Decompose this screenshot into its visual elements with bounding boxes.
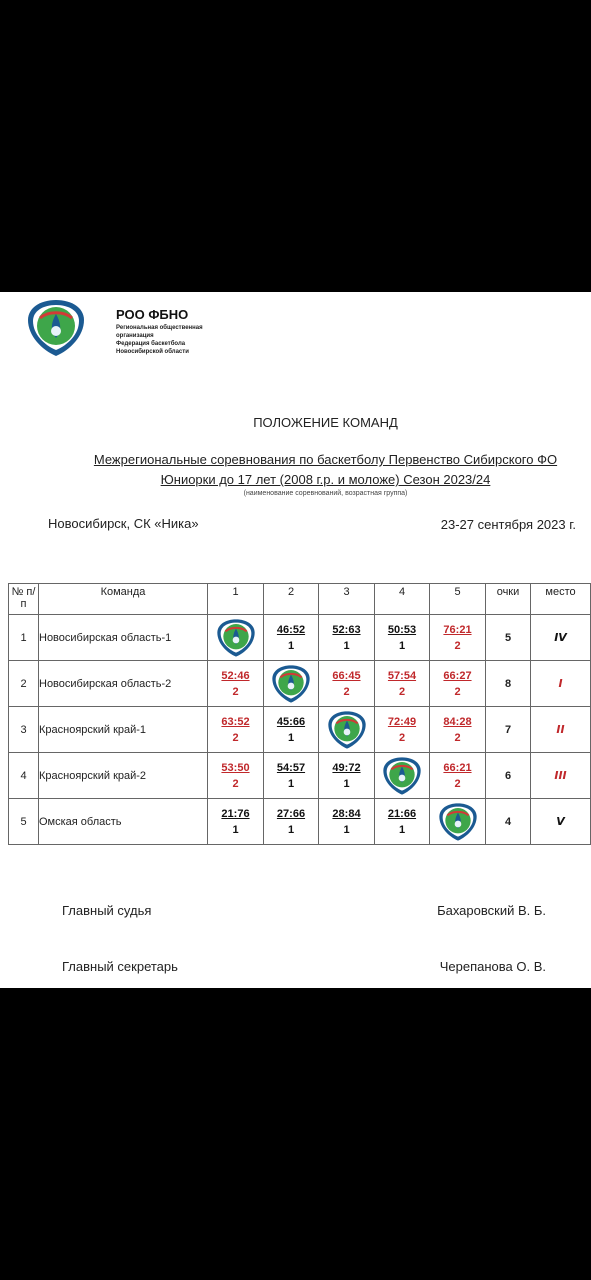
game-score: 66:45 [332, 669, 361, 682]
header-round-4: 4 [375, 584, 430, 615]
game-points: 1 [343, 823, 350, 836]
game-result-cell [375, 799, 430, 845]
game-result-cell [430, 707, 486, 753]
game-result-cell [264, 615, 319, 661]
game-points: 2 [398, 685, 406, 698]
self-match-cell [319, 707, 375, 753]
table-row [9, 615, 591, 661]
org-description: Региональная общественная организация Федерация баскетбола Новосибирской области [116, 325, 203, 355]
game-score: 66:21 [443, 761, 472, 774]
game-points: 2 [454, 685, 461, 698]
game-score: 27:66 [276, 807, 306, 820]
game-score: 50:53 [387, 623, 417, 636]
row-number: 4 [9, 753, 39, 799]
game-score: 66:27 [443, 669, 472, 682]
game-result-cell [375, 615, 430, 661]
game-score: 72:49 [387, 715, 417, 728]
game-score: 84:28 [443, 715, 472, 728]
fbno-emblem-icon [436, 802, 480, 842]
game-points: 1 [287, 777, 295, 790]
team-name: Новосибирская область-2 [39, 661, 208, 707]
game-result-cell [208, 661, 264, 707]
game-points: 1 [232, 823, 239, 836]
game-score: 53:50 [221, 761, 250, 774]
judge-label: Главный судья [62, 903, 152, 918]
header-round-2: 2 [264, 584, 319, 615]
game-points: 2 [232, 731, 239, 744]
game-score: 52:63 [332, 623, 361, 636]
team-name: Красноярский край-2 [39, 753, 208, 799]
total-points: 4 [486, 799, 531, 845]
game-points: 2 [343, 685, 350, 698]
game-points: 2 [232, 777, 239, 790]
table-row [9, 707, 591, 753]
game-points: 2 [454, 639, 461, 652]
game-result-cell [264, 707, 319, 753]
table-row [9, 661, 591, 707]
table-row [9, 799, 591, 845]
secretary-name: Черепанова О. В. [439, 959, 546, 974]
game-points: 1 [398, 639, 406, 652]
venue: Новосибирск, СК «Ника» [48, 516, 199, 531]
game-result-cell [319, 799, 375, 845]
standings-table [8, 583, 591, 845]
game-points: 1 [287, 639, 295, 652]
total-points: 7 [486, 707, 531, 753]
game-result-cell [375, 707, 430, 753]
header-round-5: 5 [430, 584, 486, 615]
final-place: I [531, 661, 591, 707]
row-number: 1 [9, 615, 39, 661]
header-place: место [531, 584, 591, 615]
game-result-cell [264, 799, 319, 845]
team-name: Омская область [39, 799, 208, 845]
self-match-cell [430, 799, 486, 845]
game-result-cell [430, 615, 486, 661]
header-round-3: 3 [319, 584, 375, 615]
game-points: 2 [398, 731, 406, 744]
standings-body [9, 615, 591, 845]
game-score: 63:52 [221, 715, 250, 728]
row-number: 5 [9, 799, 39, 845]
game-score: 45:66 [276, 715, 306, 728]
competition-hint: (наименование соревнований, возрастная группа) [243, 490, 408, 497]
game-score: 21:66 [387, 807, 417, 820]
game-result-cell [430, 753, 486, 799]
game-result-cell [319, 753, 375, 799]
final-place: IV [531, 615, 591, 661]
judge-name: Бахаровский В. Б. [437, 903, 546, 918]
dates: 23-27 сентября 2023 г. [440, 517, 576, 532]
fbno-emblem-icon [269, 664, 313, 704]
row-number: 2 [9, 661, 39, 707]
game-result-cell [319, 661, 375, 707]
game-score: 57:54 [387, 669, 417, 682]
game-result-cell [430, 661, 486, 707]
game-result-cell [375, 661, 430, 707]
game-score: 52:46 [221, 669, 250, 682]
self-match-cell [208, 615, 264, 661]
final-place: III [531, 753, 591, 799]
game-result-cell [208, 753, 264, 799]
game-points: 2 [454, 777, 461, 790]
game-points: 1 [343, 639, 350, 652]
competition-group: Юниорки до 17 лет (2008 г.р. и моложе) Сезон 2023/24 [160, 472, 491, 487]
fbno-emblem-icon [214, 618, 258, 658]
org-name: РОО ФБНО [116, 307, 189, 322]
final-place: II [531, 707, 591, 753]
total-points: 5 [486, 615, 531, 661]
self-match-cell [264, 661, 319, 707]
game-score: 49:72 [332, 761, 361, 774]
team-name: Новосибирская область-1 [39, 615, 208, 661]
game-result-cell [208, 799, 264, 845]
team-name: Красноярский край-1 [39, 707, 208, 753]
game-points: 1 [343, 777, 350, 790]
table-row [9, 753, 591, 799]
fbno-emblem-icon [325, 710, 369, 750]
table-header-row [9, 584, 591, 615]
header-team: Команда [39, 584, 208, 615]
total-points: 8 [486, 661, 531, 707]
game-score: 28:84 [332, 807, 361, 820]
game-score: 54:57 [276, 761, 306, 774]
game-points: 1 [287, 823, 295, 836]
secretary-label: Главный секретарь [62, 959, 178, 974]
total-points: 6 [486, 753, 531, 799]
final-place: V [531, 799, 591, 845]
game-score: 46:52 [276, 623, 306, 636]
header-num: № п/п [9, 584, 39, 615]
document-page [0, 292, 591, 988]
game-points: 2 [232, 685, 239, 698]
game-points: 1 [398, 823, 406, 836]
game-result-cell [264, 753, 319, 799]
fbno-emblem-icon [380, 756, 424, 796]
row-number: 3 [9, 707, 39, 753]
header-round-1: 1 [208, 584, 264, 615]
game-score: 76:21 [443, 623, 472, 636]
game-points: 2 [454, 731, 461, 744]
game-result-cell [319, 615, 375, 661]
game-result-cell [208, 707, 264, 753]
header-points: очки [486, 584, 531, 615]
game-points: 1 [287, 731, 295, 744]
competition-name: Межрегиональные соревнования по баскетболу Первенство Сибирского ФО [93, 452, 558, 467]
self-match-cell [375, 753, 430, 799]
game-score: 21:76 [221, 807, 250, 820]
document-title: ПОЛОЖЕНИЕ КОМАНД [253, 415, 398, 430]
fbno-logo-icon [26, 298, 86, 358]
